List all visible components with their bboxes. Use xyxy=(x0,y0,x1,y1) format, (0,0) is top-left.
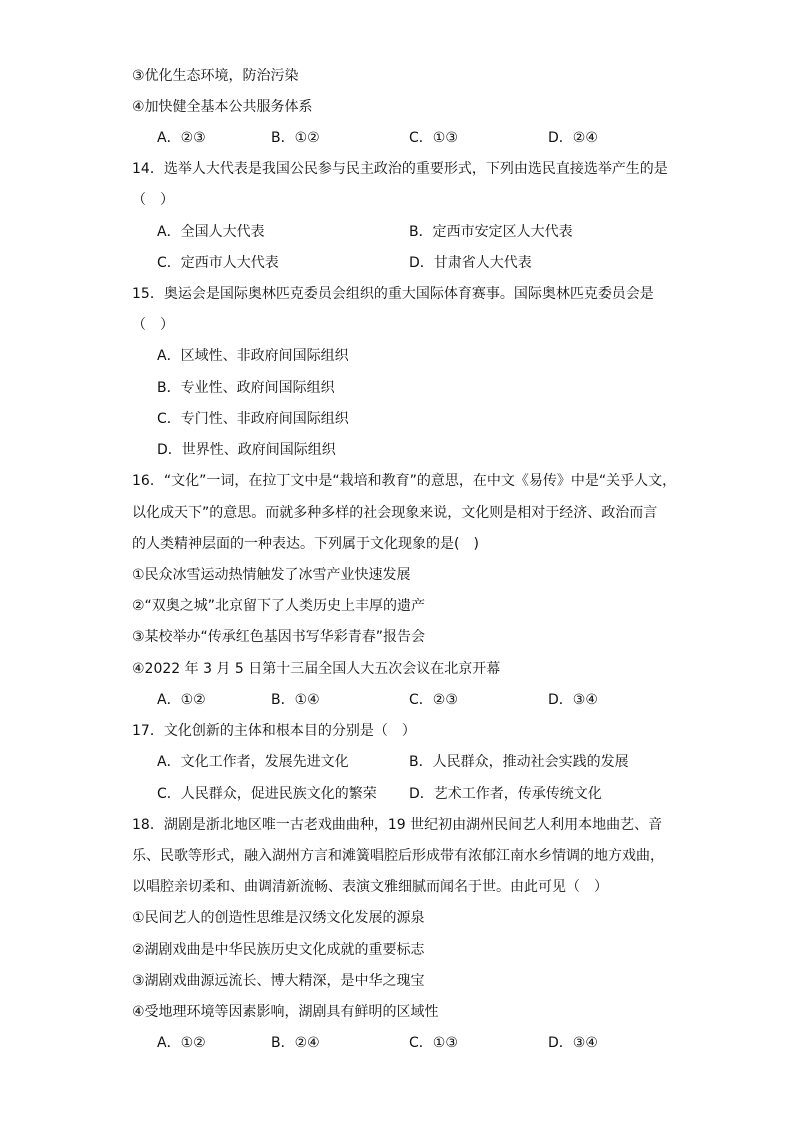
q16-option-b: B．①④ xyxy=(271,692,320,708)
q14-option-d: D．甘肃省人大代表 xyxy=(409,255,532,271)
q17-option-b: B．人民群众，推动社会实践的发展 xyxy=(409,754,629,770)
q18-stem-line-3: 以唱腔亲切柔和、曲调清新流畅、表演文雅细腻而闻名于世。由此可见（ ） xyxy=(132,879,608,895)
q16-stem-line-3: 的人类精神层面的一种表达。下列属于文化现象的是( ) xyxy=(132,536,479,552)
q15-stem: 15．奥运会是国际奥林匹克委员会组织的重大国际体育赛事。国际奥林匹克委员会是 xyxy=(132,286,654,302)
q17-option-d: D．艺术工作者，传承传统文化 xyxy=(409,786,602,802)
q15-stem-bracket: （ ） xyxy=(132,317,174,333)
q18-statement-3: ③湖剧戏曲源远流长、博大精深，是中华之瑰宝 xyxy=(132,973,425,989)
q18-statement-4: ④受地理环境等因素影响，湖剧具有鲜明的区域性 xyxy=(132,1004,439,1020)
q15-option-b: B．专业性、政府间国际组织 xyxy=(157,380,335,396)
q18-option-b: B．②④ xyxy=(271,1035,320,1051)
q18-option-c: C．①③ xyxy=(409,1035,458,1051)
q18-option-d: D．③④ xyxy=(548,1035,598,1051)
q16-statement-2: ②“双奥之城”北京留下了人类历史上丰厚的遗产 xyxy=(132,598,426,614)
q18-statement-2: ②湖剧戏曲是中华民族历史文化成就的重要标志 xyxy=(132,942,425,958)
q17-option-c: C．人民群众，促进民族文化的繁荣 xyxy=(157,786,377,802)
q13-option-c: C．①③ xyxy=(409,130,458,146)
q18-stem-line-1: 18．湖剧是浙北地区唯一古老戏曲曲种，19 世纪初由湖州民间艺人利用本地曲艺、音 xyxy=(132,817,663,833)
q14-option-a: A．全国人大代表 xyxy=(157,224,265,240)
q16-stem-line-1: 16．“文化”一词，在拉丁文中是“栽培和教育”的意思，在中文《易传》中是“关乎人文， xyxy=(132,473,677,489)
q14-option-c: C．定西市人大代表 xyxy=(157,255,279,271)
q13-statement-3: ③优化生态环境，防治污染 xyxy=(132,68,299,84)
q16-option-d: D．③④ xyxy=(548,692,598,708)
q16-option-c: C．②③ xyxy=(409,692,458,708)
q16-statement-4: ④2022 年 3 月 5 日第十三届全国人大五次会议在北京开幕 xyxy=(132,661,501,677)
q13-option-d: D．②④ xyxy=(548,130,598,146)
q13-option-a: A．②③ xyxy=(157,130,206,146)
q18-statement-1: ①民间艺人的创造性思维是汉绣文化发展的源泉 xyxy=(132,910,425,926)
q16-statement-1: ①民众冰雪运动热情触发了冰雪产业快速发展 xyxy=(132,567,411,583)
q17-stem: 17．文化创新的主体和根本目的分别是（ ） xyxy=(132,723,416,739)
q15-option-c: C．专门性、非政府间国际组织 xyxy=(157,411,349,427)
q16-option-a: A．①② xyxy=(157,692,206,708)
q18-option-a: A．①② xyxy=(157,1035,206,1051)
q14-stem-bracket: （ ） xyxy=(132,192,174,208)
q15-option-d: D．世界性、政府间国际组织 xyxy=(157,442,336,458)
q17-option-a: A．文化工作者，发展先进文化 xyxy=(157,754,349,770)
q18-stem-line-2: 乐、民歌等形式，融入湖州方言和滩簧唱腔后形成带有浓郁江南水乡情调的地方戏曲， xyxy=(132,848,664,864)
q16-statement-3: ③某校举办“传承红色基因书写华彩青春”报告会 xyxy=(132,629,426,645)
q14-option-b: B．定西市安定区人大代表 xyxy=(409,224,573,240)
q16-stem-line-2: 以化成天下”的意思。而就多种多样的社会现象来说，文化则是相对于经济、政治而言 xyxy=(132,505,658,521)
q15-option-a: A．区域性、非政府间国际组织 xyxy=(157,348,349,364)
q13-option-b: B．①② xyxy=(271,130,320,146)
q14-stem: 14．选举人大代表是我国公民参与民主政治的重要形式，下列由选民直接选举产生的是 xyxy=(132,161,668,177)
q13-statement-4: ④加快健全基本公共服务体系 xyxy=(132,99,313,115)
